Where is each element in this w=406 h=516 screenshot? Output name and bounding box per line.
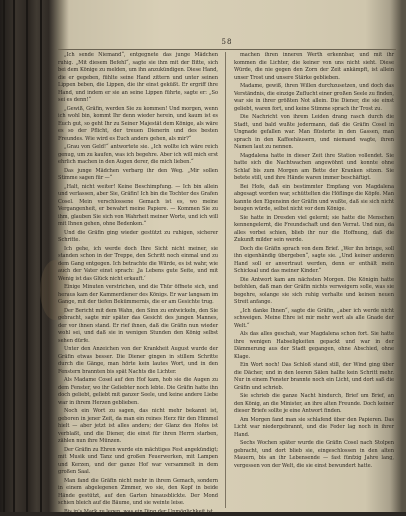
paragraph: Als Madame Cosel auf den Hof kam, hob sie die Augen zu dem Fenster, wo ihr Geliebter noch lebte. Die Gräfin hatte ihn doch geliebt, geliebt mit ganzer Seele, und keine andere Liebe war in ihrem Herzen geblieben. [58,377,218,407]
paragraph: Die Antwort kam am nächsten Morgen. Die Königin hatte befohlen, daß man der Gräfin nichts verweigern solle, was sie begehre, solange sie sich ruhig verhalte und keinen neuen Streit anfange. [234,277,394,307]
paragraph: Das junge Mädchen verbarg ihr den Weg. „Mir sollen Stimme sagen für —“ [58,168,218,183]
paragraph: Und die Gräfin ging wieder gestützt zu ruhigen, sicherer Schritte. [58,230,218,245]
paragraph: Madame, gewiß, ihren Willen durchzusetzen, und doch das Verständnis, die einzige Zuflucht einer großen Seele zu finden, war sie in ihrer größten Not allein. Die Diener, die sie einst geliebt, waren fort, und keine Stimme sprach ihr Trost zu. [234,83,394,113]
paragraph: Noch ein Wort zu sagen, das nicht mehr bekannt ist, geboren in jener Zeit, da man ein reines Herz für den Himmel hielt — aber jetzt ist alles anders; der Glanz des Hofes ist verblaßt, und die Diener, die einst für ihren Herrn starben, zählen nun ihre Münzen. [58,408,218,446]
page-edge [13,0,15,512]
paragraph: Ein Wort noch! Das Schloß stand still, der Wind ging über die Dächer, und in den leeren Sälen hallte kein Schritt mehr. Nur in einem Fenster brannte noch ein Licht, und dort saß die Gräfin und schrieb. [234,362,394,392]
paragraph: Als das alles geschah, war Magdalena schon fort. Sie hatte ihre wenigen Habseligkeiten gepackt und war in der Dämmerung aus der Stadt gegangen, ohne Abschied, ohne Klage. [234,331,394,361]
column-divider [225,52,226,508]
paragraph: „Grau von Geld!“ antwortete sie. „Ich wollte ich wäre reich genug, um zu kaufen, was ich begehre. Aber ich will mich erst ehrlich machen in den Augen derer, die mich lieben.“ [58,144,218,167]
paragraph: machen ihren inneren Werth erkennbar, und mit ihr kommen die Lichter, die keiner von uns nicht sieht. Diese Würde, die nie gegen den Zorn der Zeit ankämpft, ist allein unser Trost und unsere Stärke geblieben. [234,52,394,82]
paragraph: Man fand die Gräfin nicht mehr in ihrem Gemach, sondern in einem abgelegenen Zimmer, wo sie, den Kopf in beide Hände gestützt, auf den Garten hinausblickte. Der Mond schien bleich auf die Bäume, und sie weinte leise. [58,478,218,508]
header-rule [58,49,396,50]
paragraph: Magdalena hatte in dieser Zeit ihre Station vollendet. Sie hatte sich die Nachtwachen angewöhnt und konnte ohne Schlaf bis zum Morgen am Bette der Kranken sitzen. Sie betete still, und ihre Hände waren immer beschäftigt. [234,153,394,183]
page-edge [40,0,42,512]
paragraph: Sechs Wochen später wurde die Gräfin Cosel nach Stolpen gebracht, und dort blieb sie, eingeschlossen in den alten Mauern, bis an ihr Lebensende — fast fünfzig Jahre lang, vergessen von der Welt, die sie einst bewundert hatte. [234,440,394,470]
page-number: 58 [58,38,396,46]
paragraph: „Halt, nicht weiter! Keine Beschimpfung. — Ich bin allein und verlassen, aber Sie, Gräfin! Ich bin die Tochter des Grafen Cosel. Mein verschlossene Gemach ist es, wo meine Vergangenheit, er bewahrt meine Papiere. — Kommen Sie zu ihm, glauben Sie sich von Wahrheit meiner Worte, und ich will mit Ihnen gehen, ohne Bedenken.“ [58,184,218,229]
paragraph: Unter den Anzeichen von der Krankheit August wurde der Gräfin etwas besser. Die Diener gingen in stillem Schritte durch die Gänge, man hörte kein lautes Wort, und in den Fenstern brannten bis spät Nachts die Lichter. [58,346,218,376]
paragraph: Der Gräfin zu Ehren wurde ein mächtiges Fest angekündigt; mit Musik und Tanz und großen Feuerwerken, mit Lampen und Kerzen, und der ganze Hof war versammelt in dem großen Saal. [58,447,218,477]
paragraph: „Ich sende Niemand“, entgegnete das junge Mädchen ruhig. „Mit diesem Befehl“, sagte sie ihm mit der Bitte, sich bei dem Könige zu melden, um ihn anzukündigen. Diese Hand, die er gegeben, fühlte seine Hand zittern und unter seinen Lippen beben, die Lippen, die ihr einst geküßt. Er ergriff ihre Hand, und indem er sie an seine Lippen führte, sagte er: „So sei es denn!“ [58,52,218,105]
paragraph: Bis in's Mark zu legen, was ein Ding der Unmöglichkeit ist. [58,509,218,516]
page-edge [3,0,5,512]
paragraph: Der Bericht mit dem Wahn, den Sinn zu entwickeln, den Sie gebracht, sagte mir später das Gesicht des jungen Mannes, der vor ihnen stand. Er rief ihnen, daß die Gräfin nun wieder wohl sei, und daß sie in wenigen Stunden den König selbst sehen dürfe. [58,308,218,346]
paragraph: „Gewiß, Gräfin, werden Sie zu kommen! Und morgen, wenn ich wohl bin, kommt Ihr denn wieder herein, und kaum ist es Euch gut, so geht Ihr zu Seiner Majestät dem Könige, als wäre es so der Pflicht, der treuen Dienerin und des besten Freundes. Wie wird es Euch anders gehen, als mir?“ [58,106,218,144]
paragraph: Bei Hofe, daß ein bestimmter Empfang von Magdalena abgesagt worden war, schüttelten die Höflinge die Köpfe. Man kannte den Eigensinn der Gräfin und wußte, daß sie sich nicht beugen würde, selbst nicht vor dem Könige. [234,184,394,214]
paragraph: Einige Minuten verstrichen, und die Thür öffnete sich, und heraus kam der Kammerdiener des Königs. Er war langsam im Gange, mit der tiefen Bekümmernis, die er am Gesichte trug. [58,284,218,307]
paragraph: Die Nachricht von ihrem Leiden drang rasch durch die Stadt, und bald wußte jedermann, daß die Gräfin Cosel in Ungnade gefallen war. Man flüsterte in den Gassen, man sprach in den Kaffeehäusern, und niemand wagte, ihren Namen laut zu nennen. [234,114,394,152]
paragraph: Am Morgen fand man sie schlafend über den Papieren. Das Licht war niedergebrannt, und die Feder lag noch in ihrer Hand. [234,417,394,440]
paragraph: Ich gehe, ich werde doch Ihre Sicht nicht meiner, sie standen schon in der Treppe, den Schritt noch einmal und zu dem Gang entgegen. Ich betrachte die Würde, es ist wahr, wie auch der Vater einst sprach: ‚Ja Lebens gute Seite, und mit Wenig ist das Glück nicht erkauft.‘ [58,246,218,284]
paragraph: Doch die Gräfin sprach von dem Brief. „Wer ihn bringe, soll ihn eigenhändig übergeben“, sagte sie. „Und keiner anderen Hand soll er anvertraut werden, denn er enthält mein Schicksal und das meiner Kinder.“ [234,246,394,276]
book-page [58,38,396,512]
text-column-right [234,52,394,508]
paragraph: Sie schrieb die ganze Nacht hindurch, Brief um Brief, an den König, an die Minister, an ihre alten Freunde. Doch keiner dieser Briefe sollte je eine Antwort finden. [234,393,394,416]
paragraph: Sie hatte in Dresden viel gelernt; sie hatte die Menschen kennengelernt, die Freundschaft und den Verrat. Und nun, da alles vorbei schien, blieb ihr nur die Hoffnung, daß die Zukunft milder sein werde. [234,215,394,245]
text-column-left [58,52,218,508]
paragraph: „Ich danke Ihnen“, sagte die Gräfin, „aber ich werde nicht schweigen. Meine Ehre ist mir mehr wert als alle Gnade der Welt.“ [234,308,394,331]
page-edge [26,0,28,512]
